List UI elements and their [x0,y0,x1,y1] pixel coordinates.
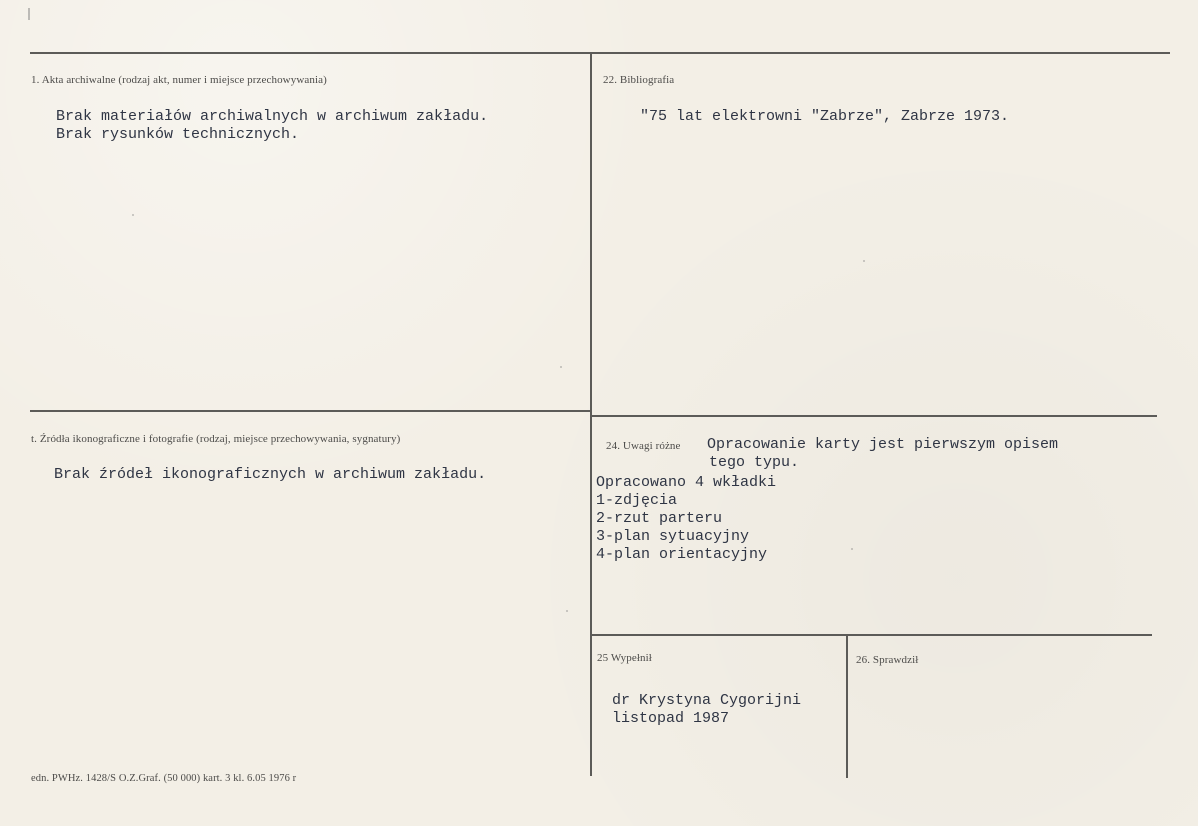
bibliography-label: 22. Bibliografia [603,74,675,86]
print-information: edn. PWHz. 1428/S O.Z.Graf. (50 000) kart. 3 kl. 6.05 1976 r [31,773,297,784]
lower-right-divider-line [592,634,1152,636]
remarks-content-list: Opracowano 4 wkładki 1-zdjęcia 2-rzut parteru 3-plan sytuacyjny 4-plan orientacyjny [596,474,777,563]
archive-records-content: Brak materiałów archiwalnych w archiwum zakładu. Brak rysunków technicznych. [56,108,489,143]
paper-mark [28,8,30,20]
archive-records-label: 1. Akta archiwalne (rodzaj akt, numer i miejsce przechowywania) [31,74,327,86]
filled-by-content: dr Krystyna Cygorijni listopad 1987 [612,692,802,727]
filled-by-label: 25 Wypełnił [597,652,652,664]
remarks-content-second-line: tego typu. [709,454,800,471]
left-middle-divider-line [30,410,590,412]
iconographic-sources-label: t. Źródła ikonograficzne i fotografie (rodzaj, miejsce przechowywania, sygnatury) [31,433,401,445]
checked-by-label: 26. Sprawdził [856,654,919,666]
center-divider-line [590,52,592,776]
remarks-label: 24. Uwagi różne [606,440,681,452]
right-middle-divider-line [592,415,1157,417]
signature-divider-line [846,636,848,778]
scan-speck [863,260,865,262]
top-border-line [30,52,1170,54]
scan-speck [132,214,134,216]
scan-speck [566,610,568,612]
remarks-content-first-line: Opracowanie karty jest pierwszym opisem [707,436,1059,453]
scan-speck [851,548,853,550]
iconographic-sources-content: Brak źródeł ikonograficznych w archiwum zakładu. [54,466,487,483]
scan-speck [560,366,562,368]
bibliography-content: "75 lat elektrowni "Zabrze", Zabrze 1973. [640,108,1010,125]
